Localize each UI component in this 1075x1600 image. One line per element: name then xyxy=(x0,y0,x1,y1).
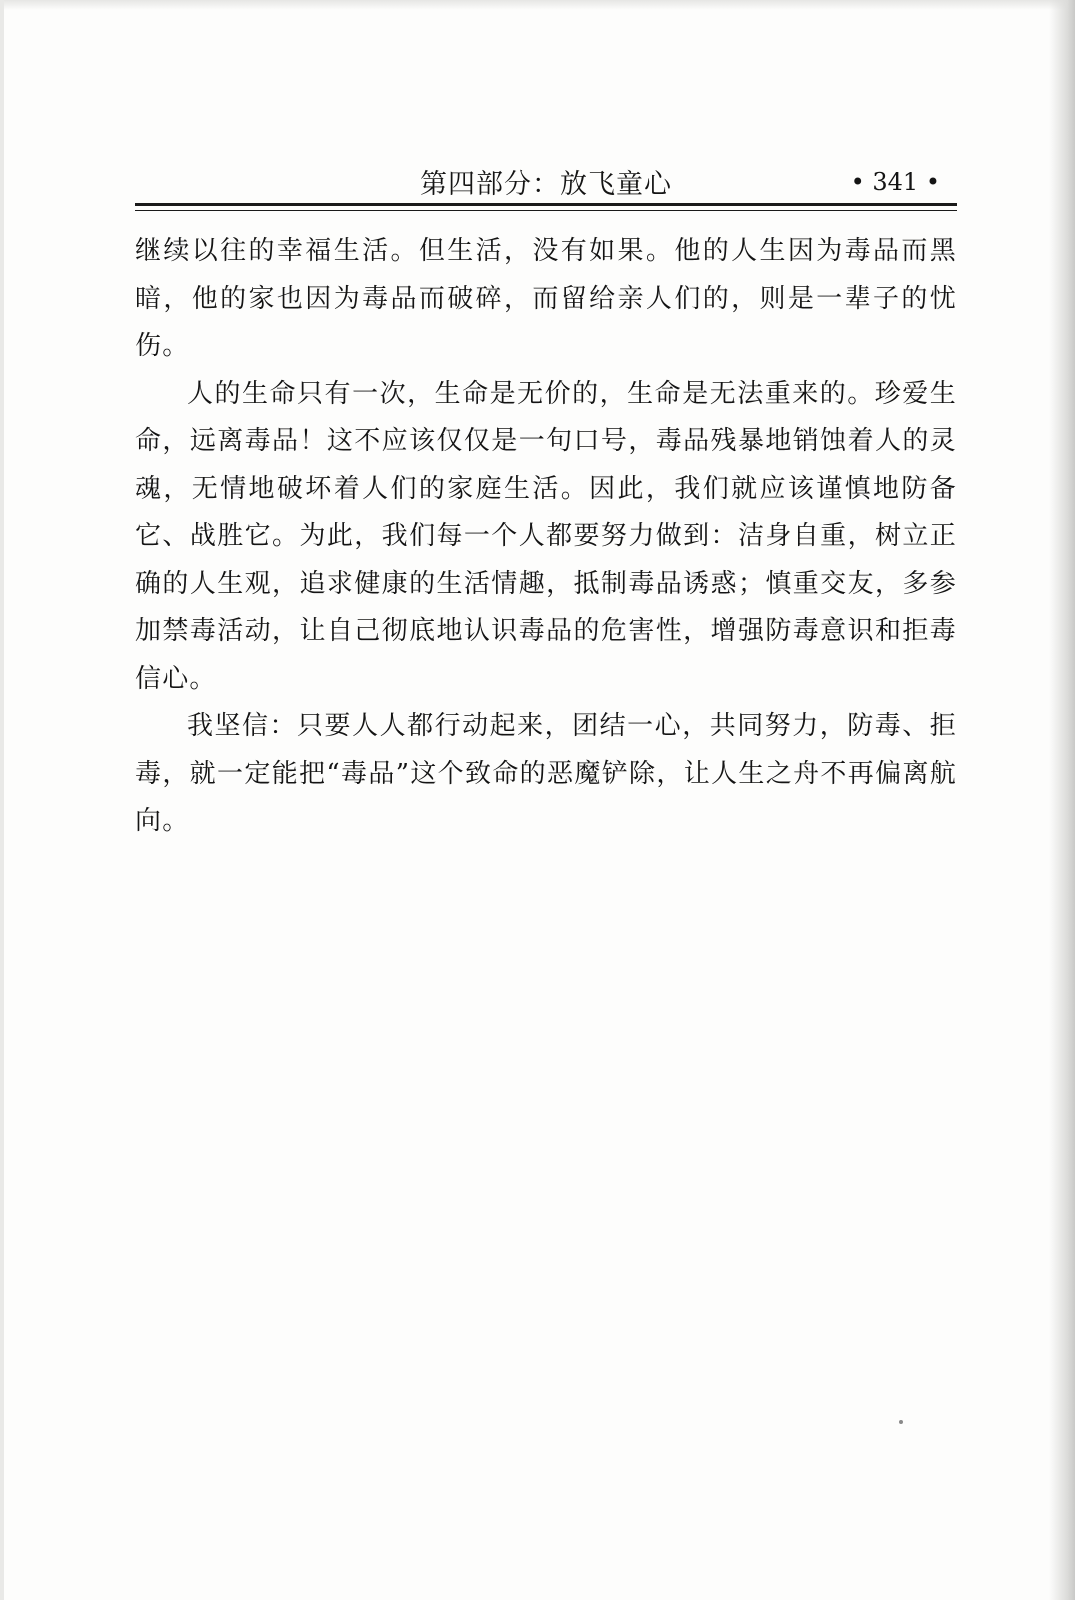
paragraph-continued: 继续以往的幸福生活。但生活，没有如果。他的人生因为毒品而黑暗，他的家也因为毒品而破碎，而留给亲人们的，则是一辈子的忧伤。 xyxy=(135,236,957,361)
section-title: 第四部分：放飞童心 xyxy=(420,169,672,200)
scan-speck xyxy=(899,1420,903,1424)
page-number: • 341 • xyxy=(850,168,940,196)
paragraph: 人的生命只有一次，生命是无价的，生命是无法重来的。珍爱生命，远离毒品！这不应该仅仅是一句口号，毒品残暴地销蚀着人的灵魂，无情地破坏着人们的家庭生活。因此，我们就应该谨慎地防备它、战胜它。为此，我们每一个人都要努力做到：洁身自重，树立正确的人生观，追求健康的生活情趣，抵制毒品诱惑；慎重交友，多参加禁毒活动，让自己彻底地认识毒品的危害性，增强防毒意识和拒毒信心。 xyxy=(135,378,957,694)
header-rule-thick xyxy=(135,203,957,206)
paragraph: 我坚信：只要人人都行动起来，团结一心，共同努力，防毒、拒毒，就一定能把“毒品”这个致命的恶魔铲除，让人生之舟不再偏离航向。 xyxy=(135,711,957,836)
scan-edge-right xyxy=(1049,0,1075,1600)
header-rule-thin xyxy=(135,210,957,211)
body-text xyxy=(135,228,957,846)
scan-edge-top xyxy=(0,0,1075,10)
scan-edge-left xyxy=(0,0,4,1600)
running-header xyxy=(135,158,960,202)
